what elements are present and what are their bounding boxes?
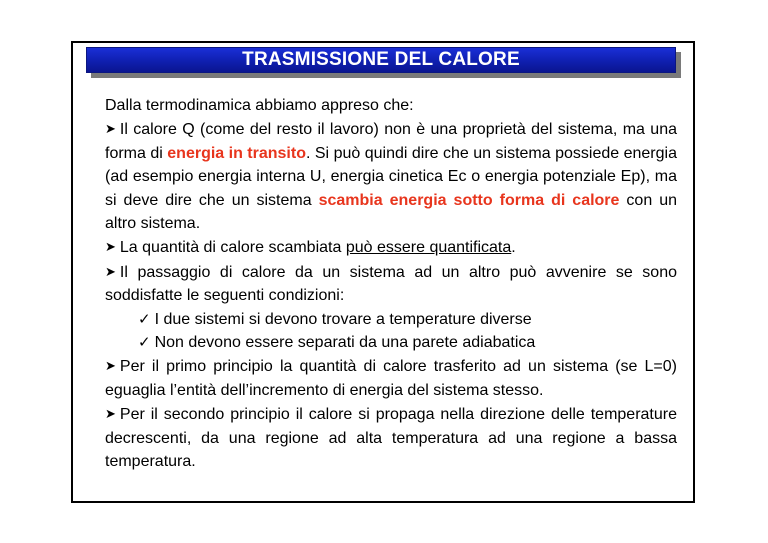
- bullet-first-principle: ➤ Per il primo principio la quantità di calore trasferito ad un sistema (se L=0) eguaglia l’entità dell’incremento di energia del sistema stesso.: [105, 358, 677, 399]
- arrow-bullet-icon: ➤: [105, 239, 116, 255]
- arrow-bullet-icon: ➤: [105, 406, 116, 422]
- arrow-bullet-icon: ➤: [105, 121, 116, 137]
- bullet-heat-definition: ➤ Il calore Q (come del resto il lavoro) non è una proprietà del sistema, ma una forma di energia in transito. Si può quindi dire che un sistema possiede energia (ad esempio energia interna U, energia cinetica Ec o energia potenziale Ep), ma si deve dire che un sistema scambia energia sotto forma di calore con un altro sistema.: [105, 121, 678, 233]
- checkmark-icon: ✓: [138, 310, 151, 328]
- checkmark-icon: ✓: [138, 334, 151, 352]
- bullet-second-principle: ➤ Per il secondo principio il calore si propaga nella direzione delle temperature decrescenti, da una regione ad alta temperatura ad una regione a bassa temperatura.: [105, 406, 677, 471]
- highlight-energy-in-transit: energia in transito: [167, 144, 306, 162]
- bullet-conditions: ➤ Il passaggio di calore da un sistema ad un altro può avvenire se sono soddisfatte le seguenti condizioni:: [105, 263, 677, 305]
- condition-item: ✓ I due sistemi si devono trovare a temperature diverse: [138, 310, 532, 328]
- highlight-exchanges-energy: scambia energia sotto forma di calore: [318, 191, 620, 209]
- underlined-quantifiable: può essere quantificata: [345, 239, 512, 257]
- bullet-quantifiable: ➤ La quantità di calore scambiata può essere quantificata.: [105, 239, 516, 257]
- slide-content: [105, 94, 677, 474]
- title-bar: [86, 47, 676, 73]
- slide-title: TRASMISSIONE DEL CALORE: [242, 49, 520, 70]
- intro-line: Dalla termodinamica abbiamo appreso che:: [105, 97, 414, 114]
- arrow-bullet-icon: ➤: [105, 358, 116, 374]
- arrow-bullet-icon: ➤: [105, 263, 116, 279]
- condition-item: ✓ Non devono essere separati da una parete adiabatica: [138, 334, 536, 352]
